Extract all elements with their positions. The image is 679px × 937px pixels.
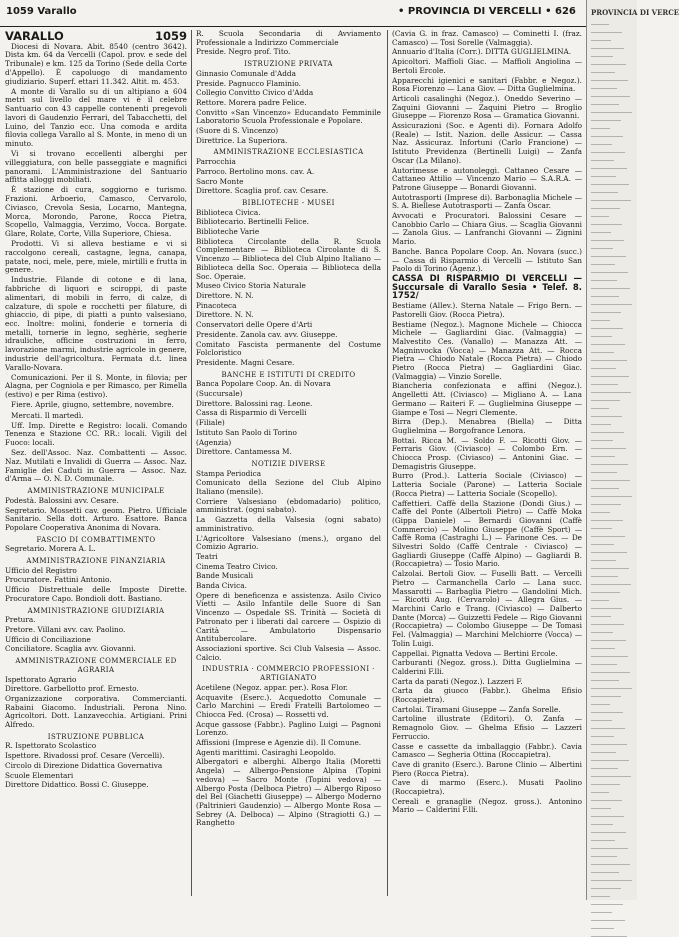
edge-text-line [591,536,625,537]
edge-text-line [591,144,612,145]
edge-text-line [591,112,632,113]
column-rule [387,30,388,896]
section-entry: Banca Popolare Coop. An. di Novara [196,379,331,389]
section-entry: Pretura. [5,615,36,625]
section-entry: Acque gassose (Fabbr.). Paglino Luigi — Pagnoni Lorenzo. [196,719,381,738]
edge-text-line [591,656,628,657]
directory-entry: Banche. Banca Popolare Coop. An. Novara (succ.) — Cassa di Risparmio di Vercelli — Istituto San Paolo di Torino (Agenz.). [392,246,582,274]
section-entry: Direttore Didattico. Bossi C. Giuseppe. [5,780,149,790]
section-entry: (Filiale) [196,418,225,428]
edge-text-line [591,400,620,401]
section-heading: ISTRUZIONE PUBBLICA [47,732,145,741]
edge-text-line [591,664,617,665]
edge-text-line [591,88,617,89]
section-entry: Banda Civica. [196,581,247,591]
edge-text-line [591,888,621,889]
edge-text-line [591,832,626,833]
edge-text-line [591,904,623,905]
directory-entry: Autotrasporti (Imprese di). Barbonaglia Michele — S. A. Biellese Autotrasporti — Zanfa Oscar. [392,192,582,211]
section-entry: Comitato Fascista permanente del Costume Folcloristico [196,339,381,358]
edge-text-line [591,96,630,97]
edge-text-line [591,432,624,433]
edge-text-line [591,256,626,257]
edge-text-line [591,224,622,225]
edge-text-line [591,48,624,49]
directory-entry: Caffettieri. Caffè della Stazione (Dondi Gius.) — Caffè del Ponte (Albertoli Pietro) — Caffè Moka (Gippa Daniele) — Bernardi Giovanni (Caffè Commercio) — Molino Giuseppe (Caffè Sport) — Caffè Roma (Castraghi L.) — Farinone Ces. — De Silvestri Soldo (Caffè Centrale - Civiasco) — Gagliardi Giuseppe (Caffè Alpino) — Gagliardi B. (Roccapietra) — Tosio Mario. [392,498,582,569]
section-entry: Pinacoteca [196,300,237,310]
edge-text-line [591,896,610,897]
section-entry: Ispettore. Rivadossi prof. Cesare (Vercelli). [5,751,165,761]
section-entry: Corriere Valsesiano (ebdomadario) politico, amministrat. (ogni sabato). [196,496,381,515]
description-paragraph: Prodotti. Vi si alleva bestiame e vi si raccolgono cereali, castagne, legna, canapa, patate, noci, mele, pere, miele, mirtilli e frutta in genere. [5,239,187,275]
section-entry: Bande Musicali [196,571,254,581]
section-entry: Conservatori delle Opere d'Arti [196,320,313,330]
section-entry: Museo Civico Storia Naturale [196,281,306,291]
section-entry: (Succursale) [196,389,243,399]
section-entry: Segretario. Morera A. L. [5,544,96,554]
edge-text-line [591,168,627,169]
edge-text-line [591,616,611,617]
directory-entry: Carta da parati (Negoz.). Lazzeri F. [392,676,523,686]
column-3 [392,30,582,898]
edge-text-line [591,560,616,561]
section-entry: Biblioteca Circolante della R. Scuola Complementare — Biblioteca Circolante di S. Vincenzo — Biblioteca del Club Alpino Italiano — Biblioteca della Soc. Operaia — Biblioteca della Soc. Operaie. [196,236,381,281]
edge-text-line [591,544,614,545]
edge-text-line [591,56,613,57]
section-entry: Rettore. Morera padre Felice. [196,97,307,107]
section-entry: Direttore. Scaglia prof. cav. Cesare. [196,186,329,196]
edge-text-line [591,384,618,385]
edge-text-line [591,408,609,409]
directory-entry: (Cavia G. in fraz. Camasco) — Cominetti I. (fraz. Camasco) — Tosi Sorelle (Valmaggia). [392,29,582,47]
edge-text-line [591,624,624,625]
edge-text-line [591,608,622,609]
directory-entry: Carta da giuoco (Fabbr.). Ghelma Efisio (Roccapietra). [392,686,582,705]
edge-text-line [591,696,621,697]
description-paragraph: Vi si trovano eccellenti alberghi per villeggiatura, con belle passeggiate e magnifici panorami. L'Amministrazione del Santuario affitta alloggi mobiliati. [5,149,187,185]
directory-entry: Assicurazioni (Soc. e Agenti di). Fornara Adolfo (Reale) — Istit. Nazion. delle Assicur. — Cassa Naz. Assicuraz. Infortuni (Carlo Francione) — Istituto Previdenza (Bertinelli Luigi) — Zanfa Oscar (La Milano). [392,121,582,165]
section-entry: Istituto San Paolo di Torino [196,427,297,437]
edge-text-line [591,720,612,721]
section-entry: Bibliotecario. Bertinelli Felice. [196,217,309,227]
section-entry: Ufficio Distrettuale delle Imposte Dirette. Procuratore Capo. Bondioli dott. Bastiano. [5,585,187,603]
edge-header: PROVINCIA DI VERCE [591,8,679,17]
section-heading: FASCIO DI COMBATTIMENTO [36,535,156,544]
directory-entry: Autorimesse e autonoleggi. Cattaneo Cesare — Cattaneo Attilio — Vincenzo Mario — S.A.R.A. — Patrone Giuseppe — Bonardi Giovanni. [392,165,582,192]
section-entry: Scuole Elementari [5,770,74,780]
edge-text-line [591,304,632,305]
edge-text-line [591,768,618,769]
section-entry: Affissioni (Imprese e Agenzie di). Il Comune. [196,738,362,748]
edge-text-line [591,376,629,377]
section-entry: Convitto «San Vincenzo» Educandato Femminile Laboratorio Scuola Professionale e Popolare. [196,107,381,126]
section-heading: AMMINISTRAZIONE GIUDIZIARIA [27,606,165,615]
directory-entry: Cereali e granaglie (Negoz. gross.). Antonino Mario — Calderini F.lli. [392,796,582,815]
edge-text-line [591,488,619,489]
edge-text-line [591,424,611,425]
edge-text-line [591,752,616,753]
edge-text-line [591,104,619,105]
edge-text-line [591,872,619,873]
section-entry: Parroco. Bertolino mons. cav. A. [196,166,315,176]
directory-entry: Cave di marmo (Eserc.). Musati Paolino (Roccapietra). [392,778,582,797]
edge-text-line [591,704,610,705]
edge-text-line [591,160,614,161]
section-heading: BIBLIOTECHE - MUSEI [242,198,335,207]
description-paragraph: Comunicazioni. Per il S. Monte, in filovia; per Alagna, per Cogniola e per Rimasco, per Rimella (estivo) e per Rima (estivo). [5,372,187,400]
edge-text-line [591,672,630,673]
edge-text-line [591,200,631,201]
section-entry: Direttore. Balossini rag. Leone. [196,398,313,408]
section-entry: Acetilene (Negoz. appar. per.). Rosa Flor. [196,682,348,692]
column-1 [5,30,187,898]
directory-entry: Cappellai. Pignatta Vedova — Bertini Ercole. [392,648,558,658]
section-entry: Preside. Pagnucco Flaminio. [196,78,301,88]
edge-text-line [591,80,628,81]
edge-text-line [591,912,612,913]
edge-text-line [591,784,620,785]
edge-text-line [591,688,632,689]
edge-text-line [591,736,614,737]
directory-entry: Avvocati e Procuratori. Balossini Cesare — Canobbio Carlo — Chiara Gius. — Scaglia Giovanni — Zanola Gius. — Lanfranchi Giovanni — Zignini Mario. [392,211,582,247]
section-entry: Preside. Negro prof. Tito. [196,47,291,57]
section-entry: Acquavite (Eserc.). Acquedotto Comunale — Carlo Marchini — Eredi Fratelli Bartolomeo — Chiocca Fed. (Crosa) — Rossetti vd. [196,692,381,719]
edge-text-line [591,192,618,193]
section-entry: Presidente. Zanola cav. avv. Giuseppe. [196,329,338,339]
section-entry: Direttore. Garbellotto prof. Ernesto. [5,684,139,694]
section-entry: Circolo di Direzione Didattica Governativa [5,760,163,770]
column-2 [196,30,381,898]
directory-entry: Burro (Prod.). Latteria Sociale (Civiasco) — Latteria Sociale (Parone) — Latteria Sociale (Rocca Pietra) — Latteria Sociale (Scopello). [392,471,582,498]
section-entry: Direttore. Cantamessa M. [196,447,292,457]
running-header [0,0,679,27]
edge-text-line [591,64,626,65]
section-entry: Presidente. Magni Cesare. [196,357,295,367]
section-entry: La Gazzetta della Valsesia (ogni sabato) amministrativo. [196,515,381,533]
section-entry: Albergatori e alberghi. Albergo Italia (Moretti Angela) — Albergo-Pensione Alpina (Topini vedova) — Sacro Monte (Topini vedova) — Albergo Posta (Delboca Pietro) — Albergo Riposo del Bel (Giachetti Giuseppe) — Albergo Moderno (Paltrinieri Gaudenzio) — Albergo Monte Rosa — Sebrey (A. Delboca) — Alpino (Stragiotti G.) — Ranghetto [196,757,381,828]
town-page-number: 1059 [154,29,187,43]
section-entry: L'Agricoltore Valsesiano (mens.), organo del Comizio Agrario. [196,533,381,552]
edge-text-line [591,496,632,497]
edge-text-line [591,632,613,633]
edge-text-line [591,456,615,457]
edge-text-line [591,568,629,569]
directory-entry: Cave di granito (Eserc.). Barone Clinio — Albertini Piero (Rocca Pietra). [392,759,582,778]
edge-text-line [591,792,609,793]
edge-text-line [591,592,620,593]
edge-text-line [591,856,617,857]
section-heading: AMMINISTRAZIONE FINANZIARIA [26,557,166,566]
edge-text-line [591,816,624,817]
edge-text-line [591,840,615,841]
edge-text-line [591,360,627,361]
section-entry: Procuratore. Fattini Antonio. [5,575,112,585]
edge-text-line [591,208,620,209]
edge-text-line [591,232,611,233]
edge-text-line [591,336,612,337]
edge-text-line [591,712,623,713]
directory-entry: Biancheria confezionata e affini (Negoz.). Angelletti Att. (Civiasco) — Migliano A. — Lana Germano — Raiteri F. — Guglielmina Giuseppe — Giampe e Tosi — Negri Clemente. [392,381,582,417]
section-heading: BANCHE E ISTITUTI DI CREDITO [221,370,356,379]
section-entry: Biblioteche Varie [196,227,260,237]
edge-text-line [591,368,616,369]
edge-text-line [591,416,622,417]
town-heading [5,29,187,43]
directory-entry: Bottai. Ricca M. — Soldo F. — Ricotti Giov. — Ferraris Giov. (Civiasco) — Colombo Ern. — Chiocca Prosp. (Civiasco) — Antonini Giac. — Demagistris Giuseppe. [392,435,582,471]
edge-text-line [591,40,611,41]
edge-text-line [591,480,630,481]
edge-text-line [591,512,610,513]
edge-text-line [591,760,629,761]
section-entry: Associazioni sportive. Sci Club Valsesia — Assoc. Calcio. [196,644,381,662]
directory-entry: Articoli casalinghi (Negoz.). Oneddo Severino — Zaquini Giovanni — Zaquini Pietro — Broglio Giuseppe — Fiorenzo Rosa — Gramatica Giovanni. [392,93,582,121]
edge-text-line [591,808,611,809]
edge-text-line [591,72,615,73]
section-entry: Opere di beneficenza e assistenza. Asilo Civico Vietti — Asilo Infantile delle Suore di San Vincenzo — Ospedale SS. Trinità — Società di Patronato per i liberati dal carcere — Ospizio di Carità — Ambulatorio Dispensario Antitubercolare. [196,590,381,644]
edge-text-line [591,128,610,129]
edge-text-line [591,440,613,441]
edge-text-line [591,776,631,777]
edge-text-line [591,176,616,177]
edge-text-line [591,640,626,641]
section-entry: Collegio Convitto Civico d'Adda [196,88,314,98]
section-entry: Ufficio del Registro [5,565,77,575]
edge-text-line [591,24,609,25]
edge-text-line [591,552,627,553]
section-entry: Parrocchia [196,157,236,167]
section-heading: NOTIZIE DIVERSE [251,459,326,468]
edge-text-line [591,240,624,241]
edge-text-line [591,320,610,321]
edge-text-line [591,600,609,601]
directory-entry: Casse e cassette da imballaggio (Fabbr.). Cavia Camasco — Segheria Ottina (Roccapietra). [392,741,582,760]
section-entry: Direttore. N. N. [196,290,254,300]
edge-text-line [591,824,613,825]
town-name: VARALLO [5,29,64,43]
section-entry: Ufficio di Conciliazione [5,634,91,644]
adjacent-page-edge [586,0,679,900]
header-right: • PROVINCIA DI VERCELLI • 626 [398,6,576,17]
edge-text-line [591,312,621,313]
edge-text-line [591,928,614,929]
section-entry: Cinema Teatro Civico. [196,561,278,571]
edge-text-line [591,864,630,865]
section-entry: Pretore. Villani avv. cav. Paolino. [5,625,126,634]
edge-text-line [591,344,625,345]
section-entry: Ginnasio Comunale d'Adda [196,68,296,78]
edge-text-line [591,848,628,849]
edge-text-line [591,216,609,217]
edge-text-line [591,880,632,881]
directory-entry: Bestiame (Negoz.). Magnone Michele — Chiocca Michele — Gagliardini Giac. (Valmaggia) — Malvestito Ces. (Vanallo) — Manazza Att. — Magninvocka (Vocca) — Manazza Att. — Rocca Pietra — Chiodo Natale (Rocca Pietra) — Chiodo Pietro (Rocca Pietra) — Gagliardini Giac. (Valmaggia) — Vinzio Sorelle. [392,319,582,381]
edge-text-line [591,584,631,585]
edge-text-line [591,472,617,473]
edge-text-line [591,680,619,681]
edge-text-line [591,920,625,921]
section-entry: Biblioteca Civica. [196,207,261,217]
edge-text-line [591,528,612,529]
section-entry: R. Scuola Secondaria di Avviamento Professionale a Indirizzo Commerciale [196,29,381,47]
description-paragraph: Industrie. Filande di cotone e di lana, fabbriche di liquori e sciroppi, di paste alimentari, di mobili in ferro, di calze, di calzature, di spole e rocchetti per filature, di ghiaccio, di pipe, di piatti a punto valsesiano, ecc. Inoltre: molini, fonderie e torneria di metalli, tornerie in legno, seghèrie, segherie idrauliche, officine costruzioni in ferro, lavorazione marmi, industrie agricole in genere, industrie dell'agricoltura. Fermata d.t. linea Varallo-Novara. [5,275,187,372]
section-entry: Cassa di Risparmio di Vercelli [196,408,307,418]
edge-text-line [591,328,623,329]
edge-text-line [591,800,622,801]
edge-text-line [591,120,621,121]
edge-text-line [591,248,613,249]
section-entry: Agenti marittimi. Casiraghi Leopoldo. [196,747,336,757]
directory-entry: Calzolai. Bertoli Giov. — Fuselli Batt. — Vercelli Pietro — Carmanchella Carlo — Lana succ. Massarotti — Barbaglia Pietro — Gandolini Mich. — Ricotti Aug. (Cervarolo) — Allegra Gius. — Marchini Carlo e Trang. (Civiasco) — Dalberto Dante (Morca) — Guizzetti Fedele — Rigo Giovanni (Roccapietra) — Colombo Giuseppe — De Tomasi Fel. (Valmaggia) — Marchini Melchiorre (Vocca) — Tolin Luigi. [392,569,582,648]
section-entry: R. Ispettorato Scolastico [5,741,97,751]
edge-text-line [591,136,623,137]
edge-text-line [591,152,625,153]
section-heading: ISTRUZIONE PRIVATA [244,60,333,69]
section-entry: Sacro Monte [196,176,244,186]
directory-entry: Cartolai. Tiramani Giuseppe — Zanfa Sorelle. [392,704,561,714]
directory-entry: Apicoltori. Maffioli Giac. — Maffioli Angiolina — Bertoli Ercole. [392,57,582,75]
header-left: 1059 Varallo [6,6,77,17]
edge-text-line [591,576,618,577]
section-entry: Segretario. Mossetti cav. geom. Pietro. Ufficiale Sanitario. Sella dott. Arturo. Esattore. Banca Popolare Cooperativa Anonima di Novara. [5,505,187,532]
section-entry: Podestà. Balossini avv. Cesare. [5,495,119,505]
directory-entry: Cartoline illustrate (Editori). O. Zanfa — Remagnolo Giov. — Ghelma Efisio — Lazzeri Ferruccio. [392,714,582,741]
edge-text-line [591,448,626,449]
section-heading: AMMINISTRAZIONE MUNICIPALE [27,487,165,496]
section-entry: Stampa Periodica [196,468,262,478]
description-paragraph: È stazione di cura, soggiorno e turismo. Frazioni. Arboerio, Camasco, Cervarolo, Civiasco, Crevola Sesia, Locarno, Mantegna, Morca, Morondo, Parone, Rocca Pietra, Scopello, Valmaggia, Verzimo, Vocca. Borgate. Glare, Rolate, Corte, Villa Superiore, Chiesa. [5,185,187,238]
edge-text-line [591,296,619,297]
edge-text-line [591,744,627,745]
section-entry: (Suore di S. Vincenzo) [196,126,279,136]
directory-entry: Annuario d'Italia (Corr.). DITTA GUGLIELMINA. [392,47,572,57]
directory-entry: Birra (Dep.). Menabrea (Biella) — Ditta Guglielmina — Borgofrance Lenora. [392,417,582,435]
edge-text-line [591,280,617,281]
edge-text-line [591,464,628,465]
edge-text-line [591,264,615,265]
section-entry: Ispettorato Agrario [5,674,77,684]
section-entry: Comunicato della Sezione del Club Alpino Italiano (mensile). [196,478,381,497]
edge-text-line [591,272,628,273]
directory-entry: Apparecchi igienici e sanitari (Fabbr. e Negoz.). Rosa Fiorenzo — Lana Giov. — Ditta Guglielmina. [392,75,582,94]
section-heading: INDUSTRIA · COMMERCIO PROFESSIONI · ARTIGIANATO [202,665,375,683]
description-paragraph: Uff. Imp. Dirette e Registro: locali. Comando Tenenza e Stazione CC. RR.: locali. Vigili del Fuoco: locali. [5,420,187,448]
section-entry: Direttrice. La Superiora. [196,135,288,145]
edge-text-line [591,352,614,353]
description-paragraph: Mercati. Il martedì. [11,410,84,420]
section-heading: AMMINISTRAZIONE ECCLESIASTICA [213,148,364,157]
edge-text-line [591,184,629,185]
section-entry: (Agenzia) [196,437,232,447]
description-paragraph: Fiere. Aprile, giugno, settembre, novembre. [11,400,174,410]
directory-entry: CASSA DI RISPARMIO DI VERCELLI — Succursale di Varallo Sesia • Telef. 8. 1752/ [392,273,582,302]
description-paragraph: Diocesi di Novara. Abit. 8540 (centro 3642). Dista km. 64 da Vercelli (Capol. prov. e sede del Tribunale) e km. 125 da Torino (Sede della Corte d'Appello). È capoluogo di mandamento giudiziario. Superf. ettari 11.342. Altit. m. 453. [5,41,187,86]
column-rule [191,30,192,896]
section-heading: AMMINISTRAZIONE COMMERCIALE ED AGRARIA [15,657,177,674]
edge-text-line [591,520,623,521]
edge-text-line [591,648,615,649]
edge-text-line [591,32,622,33]
edge-text-line [591,504,621,505]
edge-text-line [591,728,625,729]
section-entry: Conciliatore. Scaglia avv. Giovanni. [5,644,136,654]
directory-entry: Bestiame (Allev.). Sterna Natale — Frigo Bern. — Pastorelli Giov. (Rocca Pietra). [392,301,582,319]
edge-text-line [591,288,630,289]
section-entry: Teatri [196,551,218,561]
description-paragraph: Sez. dell'Assoc. Naz. Combattenti — Assoc. Naz. Mutilati e Invalidi di Guerra — Assoc. Naz. Famiglie dei Caduti in Guerra — Assoc. Naz. d'Arma — O. N. D. Comunale. [5,448,187,484]
description-paragraph: A monte di Varallo su di un altipiano a 604 metri sul livello del mare vi è il celebre Santuario con 43 cappelle contenenti pregevoli lavori di Gaudenzio Ferrari, del Tabacchetti, del Luino, del Tanzio ecc. Una comoda e ardita filovia collega Varallo al S. Monte, in meno di un minuto. [5,86,187,148]
section-entry: Organizzazione corporativa. Commercianti. Rabaini Giacomo. Industriali. Perona Nino. Agricoltori. Dott. Lanzavecchia. Artigiani. Prini Alfredo. [5,693,187,730]
directory-entry: Carburanti (Negoz. gross.). Ditta Guglielmina — Calderini F.lli. [392,658,582,676]
edge-text-line [591,392,631,393]
section-entry: Direttore. N. N. [196,310,254,320]
